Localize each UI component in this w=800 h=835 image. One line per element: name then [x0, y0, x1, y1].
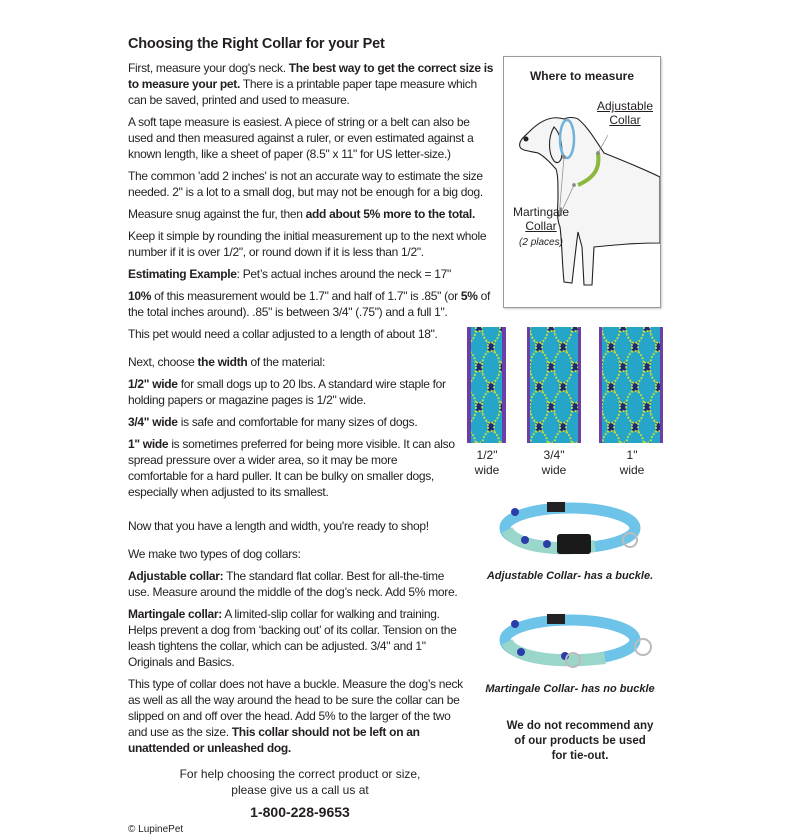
warning-line: for tie-out. — [551, 750, 609, 762]
phone-number[interactable]: 1-800-228-9653 — [250, 804, 350, 820]
paragraph — [128, 518, 458, 534]
adjustable-collar-caption: Adjustable Collar- has a buckle. — [486, 570, 654, 582]
text: is safe and comfortable for many sizes of dogs. — [177, 415, 418, 429]
bold-text: 1" wide — [128, 437, 169, 451]
paragraph — [128, 376, 458, 408]
swatch-label-half — [467, 448, 507, 478]
main-column — [128, 36, 498, 835]
text: The common 'add 2 inches' is not an accurate way to estimate the size needed. 2" is a lot to a small dog, but may not be enough for a big dog. — [128, 169, 483, 199]
help-text — [150, 766, 450, 798]
dog-illustration — [504, 57, 660, 307]
diagram-title: Where to measure — [529, 69, 635, 83]
measuring-instructions — [128, 60, 496, 342]
tie-out-warning — [480, 719, 680, 764]
text: A limited-slip collar for walking and training. Helps prevent a dog from ‘backing out’ of its collar. Tension on the leash tightens the collar, which can be adjusted. 3/4" and 1" Originals and Basics. — [128, 607, 457, 669]
swatch-label-one — [612, 448, 652, 478]
label-line: Adjustable — [596, 99, 654, 113]
adjustable-collar-label — [590, 99, 660, 127]
bold-text: This collar should not be left on an unattended or unleashed dog. — [128, 725, 420, 755]
paragraph — [128, 288, 496, 320]
bold-text: 3/4" wide — [128, 415, 178, 429]
text: Measure snug against the fur, then — [128, 207, 306, 221]
bold-text: Estimating Example — [128, 267, 237, 281]
paragraph — [128, 676, 468, 756]
bold-text: add about 5% more to the total. — [305, 207, 476, 221]
text: We make two types of dog collars: — [128, 547, 301, 561]
label-line: Collar — [525, 219, 557, 233]
paragraph — [128, 546, 468, 562]
copyright: © LupinePet — [128, 824, 184, 835]
warning-line: of our products be used — [514, 735, 646, 747]
swatch-label-three-quarter — [534, 448, 574, 478]
label-line: 1/2" — [476, 448, 498, 462]
bold-text: 5% — [460, 289, 478, 303]
paragraph — [128, 60, 496, 108]
help-line: For help choosing the correct product or size, — [179, 767, 421, 781]
width-swatches — [467, 327, 667, 444]
paragraph — [128, 436, 458, 500]
martingale-collar-label — [508, 205, 574, 250]
text: : Pet’s actual inches around the neck = 17" — [236, 267, 451, 281]
paragraph — [128, 354, 458, 370]
text: of the material: — [247, 355, 326, 369]
paragraph — [128, 326, 496, 342]
buckle-icon — [557, 534, 591, 554]
bold-text: The best way to get the correct size is to measure your pet. — [128, 61, 494, 91]
label-line: wide — [541, 463, 567, 477]
bold-text: Martingale collar: — [128, 607, 222, 621]
where-to-measure-diagram — [503, 56, 661, 308]
text: First, measure your dog's neck. — [128, 61, 289, 75]
label-line: Collar — [609, 113, 641, 127]
paragraph — [128, 568, 468, 600]
text: This pet would need a collar adjusted to a length of about 18". — [128, 327, 438, 341]
label-line: wide — [474, 463, 500, 477]
text: of the total inches around). .85" is between 3/4" (.75") and a full 1". — [128, 289, 491, 319]
text: for small dogs up to 20 lbs. A standard wire staple for holding papers or magazine pages is 1/2" wide. — [128, 377, 446, 407]
paragraph — [128, 266, 496, 282]
text: This type of collar does not have a buckle. Measure the dog’s neck as well as all the way around the head to be sure the collar can be slipped on and off over the head. Add 5% to the larger of the two and use as the size. — [128, 677, 463, 739]
martingale-collar-caption: Martingale Collar- has no buckle — [485, 683, 655, 695]
bold-text: 1/2" wide — [128, 377, 178, 391]
bold-text: Adjustable collar: — [128, 569, 224, 583]
paragraph — [128, 414, 458, 430]
adjustable-collar-photo — [505, 502, 637, 554]
text: Keep it simple by rounding the initial measurement up to the next whole number if it is over 1/2", or round down if it is less than 1/2". — [128, 229, 487, 259]
swatch-one-inch — [599, 327, 663, 443]
label-line: wide — [619, 463, 645, 477]
paragraph — [128, 168, 496, 200]
text: The standard flat collar. Best for all-the-time use. Measure around the middle of the dog’s neck. Add 5% more. — [128, 569, 458, 599]
text: Next, choose — [128, 355, 198, 369]
paragraph — [128, 606, 468, 670]
collar-types — [128, 546, 468, 756]
bold-text: the width — [197, 355, 248, 369]
label-line: Martingale — [512, 205, 570, 219]
swatch-three-quarter-inch — [527, 327, 581, 443]
text: of this measurement would be 1.7" and half of 1.7" is .85" (or — [151, 289, 461, 303]
text: is sometimes preferred for being more visible. It can also spread pressure over a wider area, so it may be more comfortable for a hard puller. It can be bulky on smaller dogs, especially when adjusted to its smallest. — [128, 437, 455, 499]
paragraph — [128, 228, 496, 260]
text: A soft tape measure is easiest. A piece of string or a belt can also be used and then measured against a ruler, or even estimated against a known length, like a sheet of paper (8.5" x 11" for US letter-size.) — [128, 115, 474, 161]
bold-text: 10% — [128, 289, 152, 303]
martingale-collar-photo — [505, 614, 651, 667]
swatch-half-inch — [467, 327, 506, 443]
paragraph — [128, 114, 496, 162]
warning-line: We do not recommend any — [506, 720, 654, 732]
paragraph — [128, 206, 496, 222]
page-title: Choosing the Right Collar for your Pet — [128, 36, 385, 52]
label-note: (2 places) — [519, 237, 563, 248]
label-line: 1" — [626, 448, 638, 462]
help-line: please give us a call us at — [231, 783, 369, 797]
width-instructions — [128, 354, 458, 534]
text: Now that you have a length and width, you're ready to shop! — [128, 519, 429, 533]
label-line: 3/4" — [543, 448, 565, 462]
text: There is a printable paper tape measure which can be saved, printed and used to measure. — [128, 77, 477, 107]
